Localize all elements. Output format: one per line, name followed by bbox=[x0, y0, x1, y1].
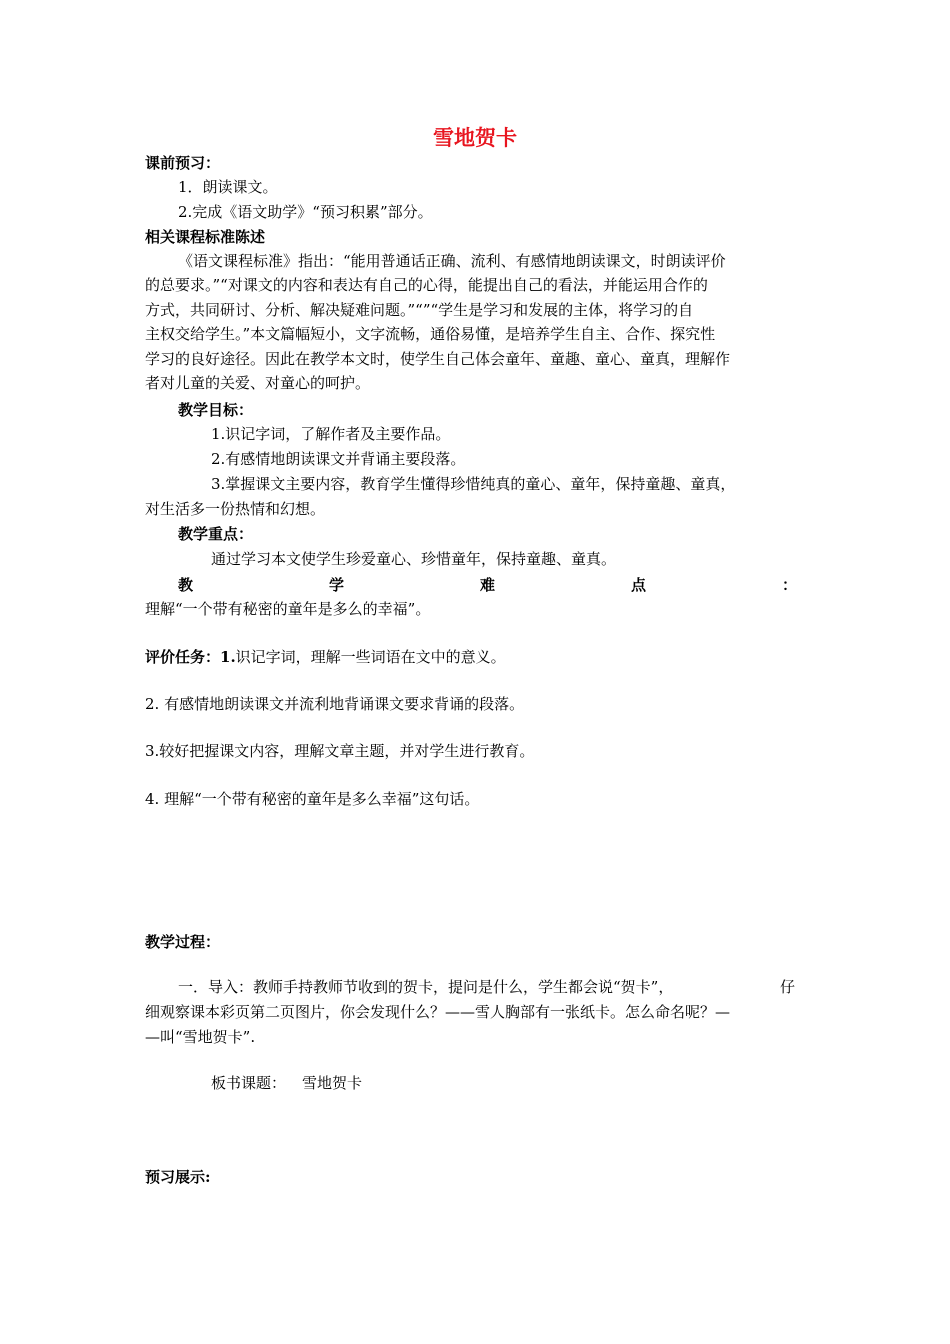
key-points-text: 通过学习本文使学生珍爱童心、珍惜童年，保持童趣、童真。 bbox=[211, 550, 617, 568]
difficulty-heading-char-3: 难 bbox=[479, 576, 495, 594]
difficulty-heading-char-5: ： bbox=[781, 576, 797, 594]
standards-line-2: 的总要求。”“对课文的内容和表达有自己的心得，能提出自己的看法，并能运用合作的 bbox=[145, 276, 708, 294]
evaluation-heading: 评价任务：1. bbox=[145, 648, 236, 666]
evaluation-item-4: 4. 理解“一个带有秘密的童年是多么幸福”这句话。 bbox=[145, 790, 480, 808]
goals-item-3: 3.掌握课文主要内容，教育学生懂得珍惜纯真的童心、童年，保持童趣、童真， bbox=[211, 475, 736, 493]
standards-line-4: 主权交给学生。”本文篇幅短小，文字流畅，通俗易懂，是培养学生自主、合作、探究性 bbox=[145, 325, 716, 343]
process-intro-line-3: —叫“雪地贺卡”. bbox=[145, 1028, 256, 1046]
goals-item-2: 2.有感情地朗读课文并背诵主要段落。 bbox=[211, 450, 466, 468]
difficulty-heading-char-4: 点 bbox=[630, 576, 646, 594]
doc-title: 雪地贺卡 bbox=[433, 125, 517, 150]
board-line bbox=[211, 1071, 873, 1095]
goals-item-3-cont: 对生活多一份热情和幻想。 bbox=[145, 500, 326, 518]
evaluation-item-1: 识记字词，理解一些词语在文中的意义。 bbox=[235, 648, 506, 666]
evaluation-line-1 bbox=[145, 645, 807, 669]
key-points-heading: 教学重点： bbox=[178, 525, 254, 543]
goals-heading: 教学目标： bbox=[178, 401, 254, 419]
evaluation-item-2: 2. 有感情地朗读课文并流利地背诵课文要求背诵的段落。 bbox=[145, 695, 525, 713]
preview-item-2: 2.完成《语文助学》“预习积累”部分。 bbox=[178, 203, 433, 221]
process-intro-line-1: 一．导入：教师手持教师节收到的贺卡，提问是什么，学生都会说“贺卡”， bbox=[178, 978, 674, 996]
difficulty-heading-char-1: 教 bbox=[178, 576, 194, 594]
difficulty-heading-char-2: 学 bbox=[328, 576, 344, 594]
preview-item-1: 1．朗读课文。 bbox=[178, 178, 278, 196]
standards-heading: 相关课程标准陈述 bbox=[145, 228, 266, 246]
goals-item-1: 1.识记字词，了解作者及主要作品。 bbox=[211, 425, 451, 443]
evaluation-item-3: 3.较好把握课文内容，理解文章主题，并对学生进行教育。 bbox=[145, 742, 535, 760]
board-label: 板书课题： bbox=[211, 1074, 287, 1092]
standards-line-5: 学习的良好途径。因此在教学本文时，使学生自己体会童年、童趣、童心、童真，理解作 bbox=[145, 350, 731, 368]
standards-line-3: 方式，共同研讨、分析、解决疑难问题。”“”“学生是学习和发展的主体，将学习的自 bbox=[145, 301, 694, 319]
preview-heading: 课前预习： bbox=[145, 154, 221, 172]
process-heading: 教学过程： bbox=[145, 933, 221, 951]
preview-show-heading: 预习展示: bbox=[145, 1168, 211, 1186]
standards-line-6: 者对儿童的关爱、对童心的呵护。 bbox=[145, 374, 371, 392]
process-intro-line-2: 细观察课本彩页第二页图片，你会发现什么？——雪人胸部有一张纸卡。怎么命名呢？— bbox=[145, 1003, 731, 1021]
board-title: 雪地贺卡 bbox=[302, 1074, 363, 1092]
process-intro-line-1-end: 仔 bbox=[780, 978, 796, 996]
standards-line-1: 《语文课程标准》指出：“能用普通话正确、流利、有感情地朗读课文，时朗读评价 bbox=[178, 252, 726, 270]
difficulty-text: 理解“一个带有秘密的童年是多么的幸福”。 bbox=[145, 600, 431, 618]
difficulty-heading bbox=[178, 573, 797, 597]
